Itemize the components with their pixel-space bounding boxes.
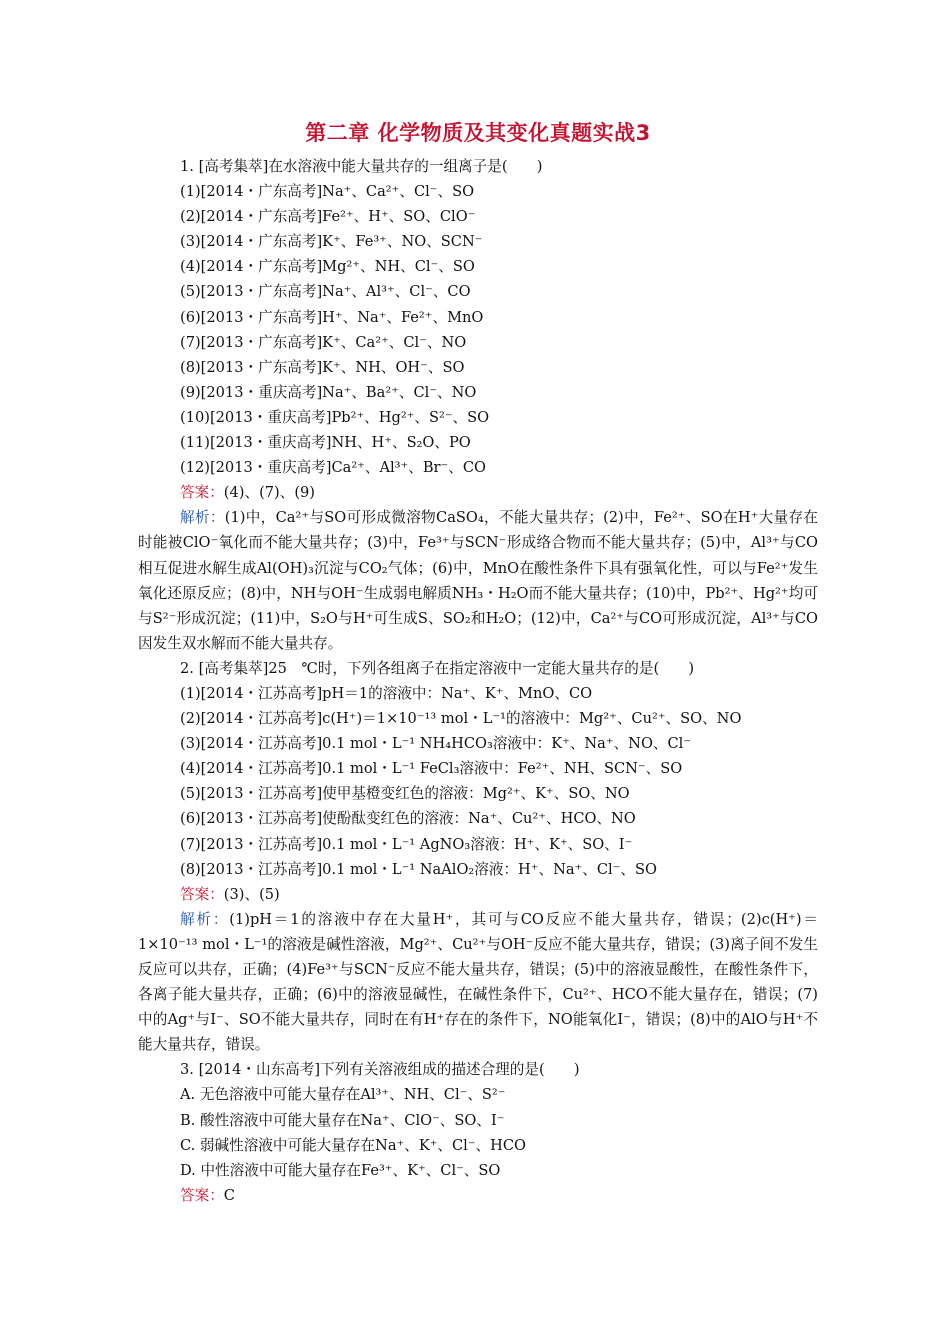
q2-analysis	[138, 907, 818, 1058]
q1-answer	[138, 480, 818, 505]
q1-analysis-text: (1)中，Ca²⁺与SO可形成微溶物CaSO₄，不能大量共存；(2)中，Fe²⁺、SO在H⁺大量存在时能被ClO⁻氧化而不能大量共存；(3)中，Fe³⁺与SCN⁻形成络合物而不能大量共存；(5)中，Al³⁺与CO相互促进水解生成Al(OH)₃沉淀与CO₂气体；(6)中，MnO在酸性条件下具有强氧化性，可以与Fe²⁺发生氧化还原反应；(8)中，NH与OH⁻生成弱电解质NH₃・H₂O而不能大量共存；(10)中，Pb²⁺、Hg²⁺均可与S²⁻形成沉淀；(11)中，S₂O与H⁺可生成S、SO₂和H₂O；(12)中，Ca²⁺与CO可形成沉淀，Al³⁺与CO因发生双水解而不能大量共存。	[138, 509, 818, 652]
question-2	[138, 656, 818, 1058]
q3-option-a: A. 无色溶液中可能大量存在Al³⁺、NH、Cl⁻、S²⁻	[180, 1086, 506, 1104]
q2-answer	[138, 882, 818, 907]
q1-item-9: (9)[2013・重庆高考]Na⁺、Ba²⁺、Cl⁻、NO	[180, 383, 477, 401]
q3-option-b: B. 酸性溶液中可能大量存在Na⁺、ClO⁻、SO、I⁻	[180, 1111, 505, 1129]
q2-item-8: (8)[2013・江苏高考]0.1 mol・L⁻¹ NaAlO₂溶液：H⁺、Na⁺、Cl⁻、SO	[180, 860, 657, 878]
q2-item-7: (7)[2013・江苏高考]0.1 mol・L⁻¹ AgNO₃溶液：H⁺、K⁺、SO、I⁻	[180, 835, 633, 853]
q3-answer-value: C	[223, 1186, 235, 1204]
q1-item-5: (5)[2013・广东高考]Na⁺、Al³⁺、Cl⁻、CO	[180, 283, 471, 301]
q1-item-2: (2)[2014・广东高考]Fe²⁺、H⁺、SO、ClO⁻	[180, 208, 476, 226]
q1-answer-value: (4)、(7)、(9)	[223, 484, 316, 502]
question-2-stem: 2. [高考集萃]25 ℃时，下列各组离子在指定溶液中一定能大量共存的是( )	[180, 659, 695, 677]
q2-item-4: (4)[2014・江苏高考]0.1 mol・L⁻¹ FeCl₃溶液中：Fe²⁺、NH、SCN⁻、SO	[180, 760, 683, 778]
q3-answer	[138, 1183, 818, 1208]
q2-analysis-label: 解析：	[180, 910, 230, 928]
q1-item-3: (3)[2014・广东高考]K⁺、Fe³⁺、NO、SCN⁻	[180, 233, 483, 251]
q1-item-1: (1)[2014・广东高考]Na⁺、Ca²⁺、Cl⁻、SO	[180, 183, 475, 201]
q2-item-5: (5)[2013・江苏高考]使甲基橙变红色的溶液：Mg²⁺、K⁺、SO、NO	[180, 785, 630, 803]
question-3	[138, 1057, 818, 1208]
q1-item-7: (7)[2013・广东高考]K⁺、Ca²⁺、Cl⁻、NO	[180, 333, 467, 351]
q2-item-3: (3)[2014・江苏高考]0.1 mol・L⁻¹ NH₄HCO₃溶液中：K⁺、Na⁺、NO、Cl⁻	[180, 735, 692, 753]
q2-analysis-text: (1)pH＝1的溶液中存在大量H⁺，其可与CO反应不能大量共存，错误；(2)c(H⁺)＝1×10⁻¹³ mol・L⁻¹的溶液是碱性溶液，Mg²⁺、Cu²⁺与OH⁻反应不能大量共存，错误；(3)离子间不发生反应可以共存，正确；(4)Fe³⁺与SCN⁻反应不能大量共存，错误；(5)中的溶液显酸性，在酸性条件下，各离子能大量共存，正确；(6)中的溶液显碱性，在碱性条件下，Cu²⁺、HCO不能大量存在，错误；(7)中的Ag⁺与I⁻、SO不能大量共存，同时在有H⁺存在的条件下，NO能氧化I⁻，错误；(8)中的AlO与H⁺不能大量共存，错误。	[138, 910, 818, 1054]
q2-item-2: (2)[2014・江苏高考]c(H⁺)＝1×10⁻¹³ mol・L⁻¹的溶液中：Mg²⁺、Cu²⁺、SO、NO	[180, 710, 742, 728]
question-3-stem: 3. [2014・山东高考]下列有关溶液组成的描述合理的是( )	[180, 1061, 580, 1079]
q1-analysis	[138, 505, 818, 656]
q1-item-8: (8)[2013・广东高考]K⁺、NH、OH⁻、SO	[180, 358, 465, 376]
q1-answer-label: 答案：	[180, 484, 224, 502]
q1-item-6: (6)[2013・广东高考]H⁺、Na⁺、Fe²⁺、MnO	[180, 308, 484, 326]
q1-item-4: (4)[2014・广东高考]Mg²⁺、NH、Cl⁻、SO	[180, 258, 475, 276]
q2-item-1: (1)[2014・江苏高考]pH＝1的溶液中：Na⁺、K⁺、MnO、CO	[180, 684, 593, 702]
q1-item-10: (10)[2013・重庆高考]Pb²⁺、Hg²⁺、S²⁻、SO	[180, 408, 490, 426]
page-title: 第二章 化学物质及其变化真题实战3	[305, 121, 651, 145]
q2-item-6: (6)[2013・江苏高考]使酚酞变红色的溶液：Na⁺、Cu²⁺、HCO、NO	[180, 810, 636, 828]
document-page	[138, 118, 818, 1208]
question-1	[138, 154, 818, 656]
q3-answer-label: 答案：	[180, 1186, 224, 1204]
q1-item-12: (12)[2013・重庆高考]Ca²⁺、Al³⁺、Br⁻、CO	[180, 459, 486, 477]
q1-item-11: (11)[2013・重庆高考]NH、H⁺、S₂O、PO	[180, 434, 471, 452]
q3-option-c: C. 弱碱性溶液中可能大量存在Na⁺、K⁺、Cl⁻、HCO	[180, 1136, 527, 1154]
q3-option-d: D. 中性溶液中可能大量存在Fe³⁺、K⁺、Cl⁻、SO	[180, 1161, 501, 1179]
q2-answer-label: 答案：	[180, 885, 224, 903]
question-1-stem: 1. [高考集萃]在水溶液中能大量共存的一组离子是( )	[180, 158, 543, 175]
q2-answer-value: (3)、(5)	[223, 885, 280, 903]
q1-analysis-label: 解析：	[180, 509, 225, 527]
